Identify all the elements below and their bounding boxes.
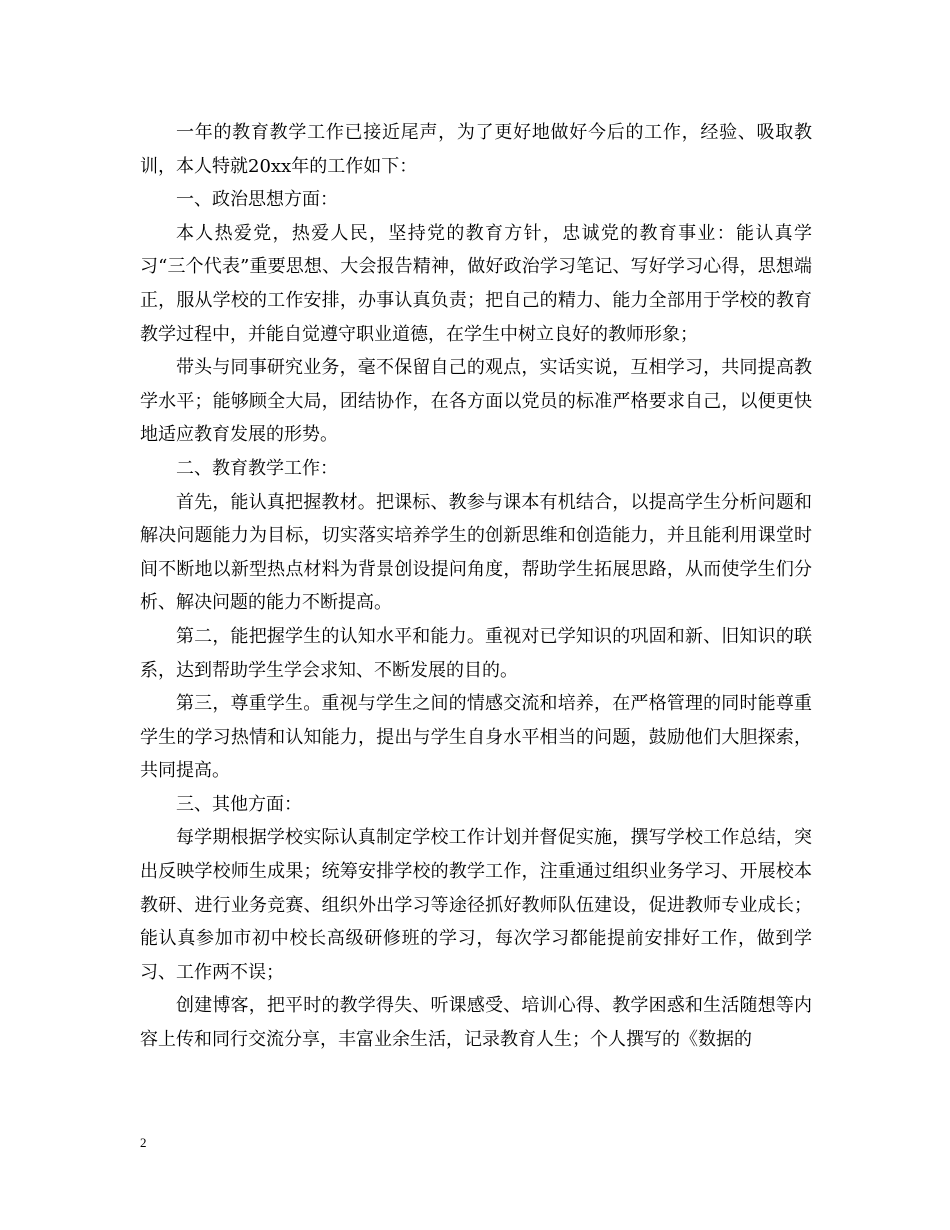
document-body xyxy=(140,116,812,1057)
paragraph-first: 首先，能认真把握教材。把课标、教参与课本有机结合，以提高学生分析问题和解决问题能力为目标，切实落实培养学生的创新思维和创造能力，并且能利用课堂时间不断地以新型热点材料为背景创设提问角度，帮助学生拓展思路，从而使学生们分析、解决问题的能力不断提高。 xyxy=(140,491,812,614)
paragraph-second: 第二，能把握学生的认知水平和能力。重视对已学知识的巩固和新、旧知识的联系，达到帮助学生学会求知、不断发展的目的。 xyxy=(140,625,812,681)
paragraph-research-colleagues: 带头与同事研究业务，毫不保留自己的观点，实话实说，互相学习，共同提高教学水平；能够顾全大局，团结协作，在各方面以党员的标准严格要求自己，以便更快地适应教育发展的形势。 xyxy=(140,357,812,446)
paragraph-political-thought: 本人热爱党，热爱人民，坚持党的教育方针，忠诚党的教育事业：能认真学习“三个代表”重要思想、大会报告精神，做好政治学习笔记、写好学习心得，思想端正，服从学校的工作安排，办事认真负责；把自己的精力、能力全部用于学校的教育教学过程中，并能自觉遵守职业道德，在学生中树立良好的教师形象； xyxy=(140,222,812,345)
section-heading-teaching: 二、教育教学工作： xyxy=(176,457,338,479)
paragraph-blog: 创建博客，把平时的教学得失、听课感受、培训心得、教学困惑和生活随想等内容上传和同行交流分享，丰富业余生活，记录教育人生；个人撰写的《数据的 xyxy=(140,995,812,1051)
section-heading-other: 三、其他方面： xyxy=(176,793,302,815)
intro-paragraph: 一年的教育教学工作已接近尾声，为了更好地做好今后的工作，经验、吸取教训，本人特就20xx年的工作如下： xyxy=(140,122,812,177)
paragraph-school-planning: 每学期根据学校实际认真制定学校工作计划并督促实施，撰写学校工作总结，突出反映学校师生成果；统筹安排学校的教学工作，注重通过组织业务学习、开展校本教研、进行业务竞赛、组织外出学习等途径抓好教师队伍建设，促进教师专业成长；能认真参加市初中校长高级研修班的学习，每次学习都能提前安排好工作，做到学习、工作两不误； xyxy=(140,827,812,983)
paragraph-third: 第三，尊重学生。重视与学生之间的情感交流和培养，在严格管理的同时能尊重学生的学习热情和认知能力，提出与学生自身水平相当的问题，鼓励他们大胆探索，共同提高。 xyxy=(140,693,812,782)
page-number: 2 xyxy=(140,1135,147,1150)
section-heading-political: 一、政治思想方面： xyxy=(176,189,338,211)
